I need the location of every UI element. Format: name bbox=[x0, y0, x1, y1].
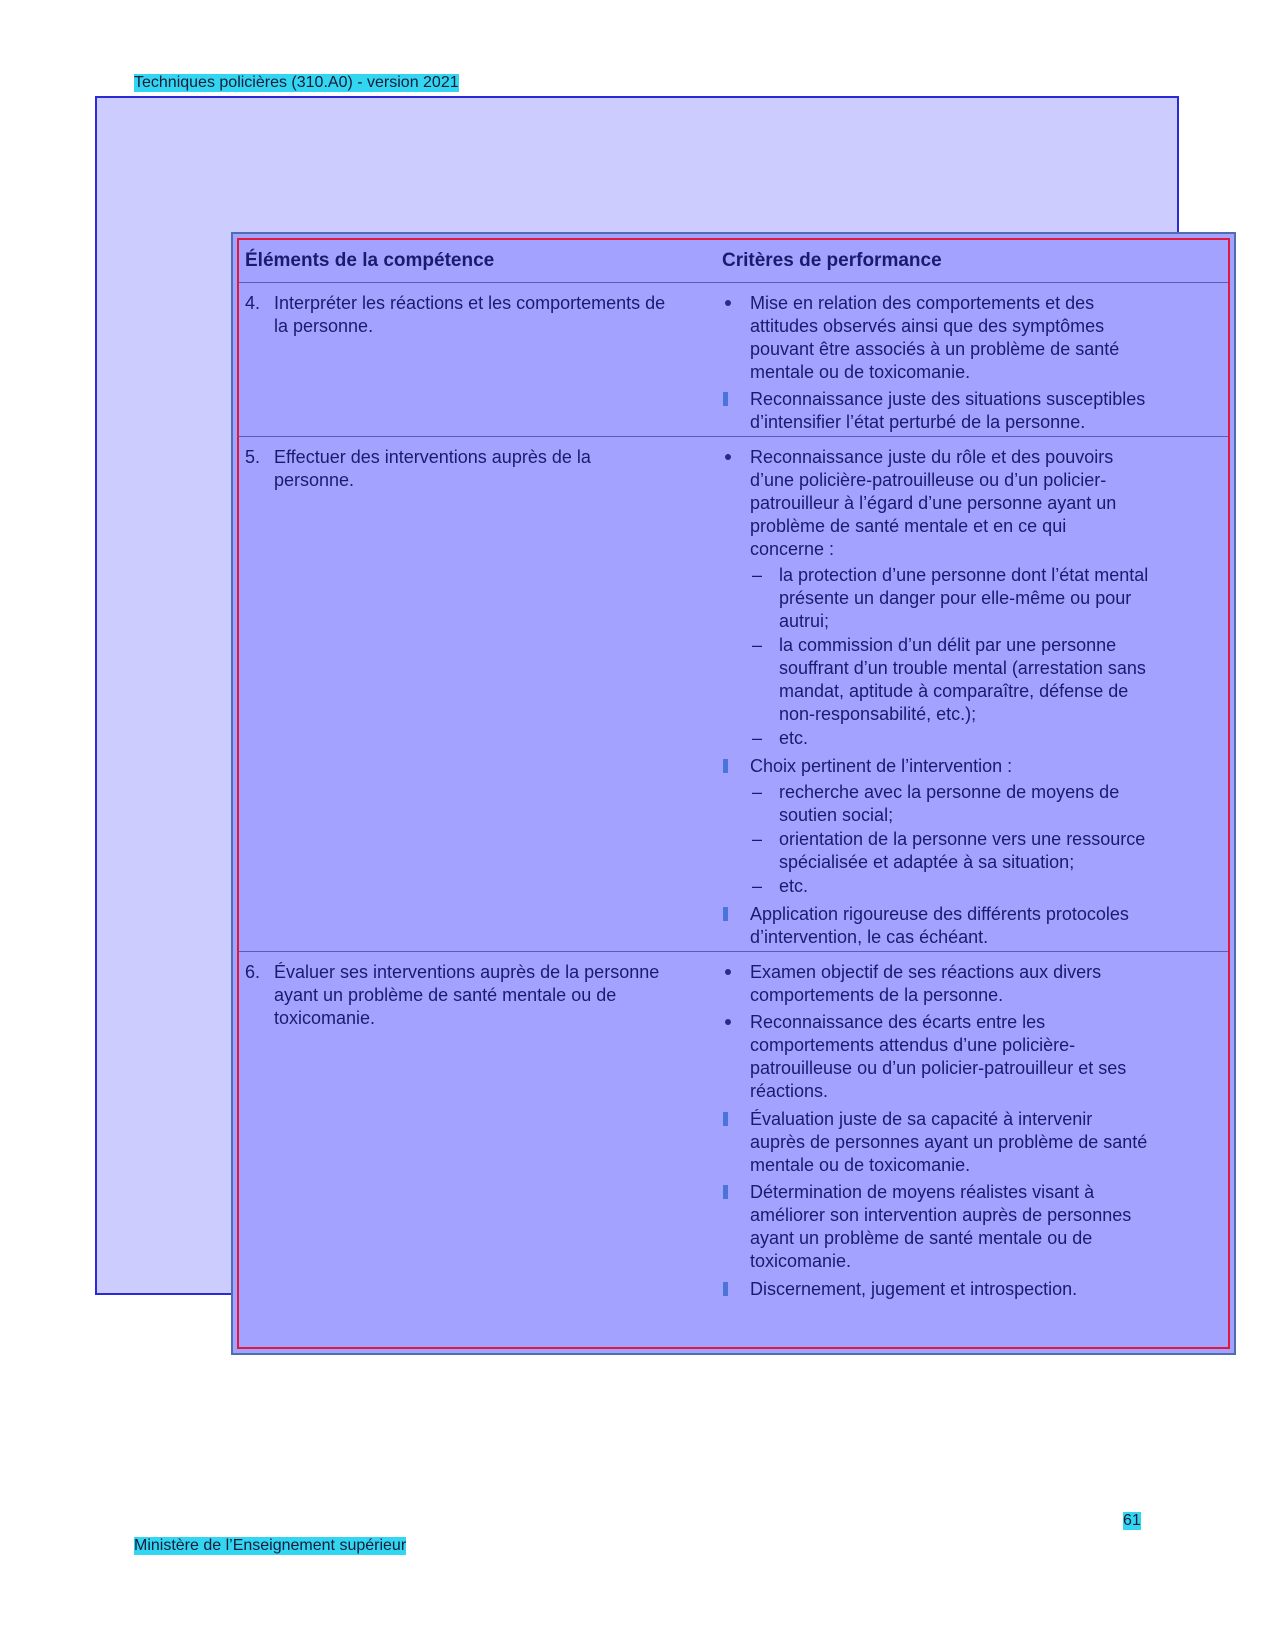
element-text-line: ayant un problème de santé mentale ou de bbox=[274, 985, 617, 1005]
criteria-line: patrouilleur à l’égard d’une personne ayant un bbox=[750, 493, 1117, 513]
criteria-line: Reconnaissance des écarts entre les bbox=[750, 1012, 1046, 1032]
bullet-icon bbox=[723, 907, 728, 921]
dash-marker: – bbox=[752, 635, 763, 655]
element-text-line: Interpréter les réactions et les comportements de bbox=[274, 293, 666, 313]
column-header-criteria: Critères de performance bbox=[722, 250, 942, 271]
dash-marker: – bbox=[752, 728, 763, 748]
bullet-icon bbox=[725, 300, 731, 306]
criteria-line: mentale ou de toxicomanie. bbox=[750, 362, 971, 382]
element-number: 5. bbox=[245, 447, 261, 467]
dash-marker: – bbox=[752, 782, 763, 802]
criteria-line: Évaluation juste de sa capacité à intervenir bbox=[750, 1109, 1093, 1129]
criteria-subline: recherche avec la personne de moyens de bbox=[779, 782, 1120, 802]
page-number: 61 bbox=[1123, 1512, 1141, 1529]
criteria-line: Choix pertinent de l’intervention : bbox=[750, 756, 1013, 776]
criteria-line: concerne : bbox=[750, 539, 835, 559]
criteria-line: toxicomanie. bbox=[750, 1251, 852, 1271]
criteria-subline: etc. bbox=[779, 728, 809, 748]
bullet-icon bbox=[723, 392, 728, 406]
criteria-line: patrouilleuse ou d’un policier-patrouilleur et ses bbox=[750, 1058, 1127, 1078]
table-row bbox=[239, 282, 1228, 437]
criteria-line: réactions. bbox=[750, 1081, 829, 1101]
criteria-subline: etc. bbox=[779, 876, 809, 896]
element-text-line: personne. bbox=[274, 470, 355, 490]
criteria-subline: soutien social; bbox=[779, 805, 894, 825]
dash-marker: – bbox=[752, 565, 763, 585]
criteria-subline: non-responsabilité, etc.); bbox=[779, 704, 977, 724]
competence-table bbox=[231, 232, 1236, 1355]
bullet-icon bbox=[725, 454, 731, 460]
element-text-line: toxicomanie. bbox=[274, 1008, 376, 1028]
dash-marker: – bbox=[752, 876, 763, 896]
column-header-elements: Éléments de la compétence bbox=[245, 250, 495, 271]
criteria-line: comportements attendus d’une policière- bbox=[750, 1035, 1076, 1055]
criteria-line: améliorer son intervention auprès de personnes bbox=[750, 1205, 1132, 1225]
element-number: 6. bbox=[245, 962, 261, 982]
criteria-line: Discernement, jugement et introspection. bbox=[750, 1279, 1078, 1299]
criteria-line: auprès de personnes ayant un problème de santé bbox=[750, 1132, 1148, 1152]
table-row bbox=[239, 951, 1228, 1351]
criteria-line: comportements de la personne. bbox=[750, 985, 1004, 1005]
criteria-line: d’intensifier l’état perturbé de la personne. bbox=[750, 412, 1086, 432]
criteria-subline: la protection d’une personne dont l’état mental bbox=[779, 565, 1149, 585]
page-header: Techniques policières (310.A0) - version 2021 bbox=[134, 74, 459, 91]
content-frame bbox=[95, 96, 1179, 1299]
dash-marker: – bbox=[752, 829, 763, 849]
page-footer: Ministère de l’Enseignement supérieur bbox=[134, 1537, 407, 1554]
bullet-icon bbox=[723, 1282, 728, 1296]
criteria-line: Reconnaissance juste des situations susceptibles bbox=[750, 389, 1146, 409]
criteria-line: Application rigoureuse des différents protocoles bbox=[750, 904, 1129, 924]
criteria-subline: spécialisée et adaptée à sa situation; bbox=[779, 852, 1075, 872]
criteria-line: Mise en relation des comportements et des bbox=[750, 293, 1095, 313]
table-row bbox=[239, 436, 1228, 952]
element-number: 4. bbox=[245, 293, 261, 313]
criteria-line: attitudes observés ainsi que des symptômes bbox=[750, 316, 1105, 336]
criteria-subline: mandat, aptitude à comparaître, défense de bbox=[779, 681, 1129, 701]
bullet-icon bbox=[725, 969, 731, 975]
criteria-line: Examen objectif de ses réactions aux divers bbox=[750, 962, 1102, 982]
criteria-subline: orientation de la personne vers une ressource bbox=[779, 829, 1146, 849]
criteria-line: ayant un problème de santé mentale ou de bbox=[750, 1228, 1093, 1248]
criteria-subline: la commission d’un délit par une personne bbox=[779, 635, 1117, 655]
criteria-line: problème de santé mentale et en ce qui bbox=[750, 516, 1067, 536]
criteria-line: pouvant être associés à un problème de santé bbox=[750, 339, 1120, 359]
bullet-icon bbox=[725, 1019, 731, 1025]
bullet-icon bbox=[723, 759, 728, 773]
criteria-line: d’intervention, le cas échéant. bbox=[750, 927, 989, 947]
criteria-line: Détermination de moyens réalistes visant à bbox=[750, 1182, 1095, 1202]
criteria-line: d’une policière-patrouilleuse ou d’un policier- bbox=[750, 470, 1107, 490]
table-header-row bbox=[239, 240, 1228, 283]
bullet-icon bbox=[723, 1112, 728, 1126]
criteria-subline: présente un danger pour elle-même ou pour bbox=[779, 588, 1132, 608]
criteria-subline: autrui; bbox=[779, 611, 830, 631]
criteria-subline: souffrant d’un trouble mental (arrestation sans bbox=[779, 658, 1146, 678]
competence-table-inner bbox=[237, 238, 1230, 1349]
criteria-line: Reconnaissance juste du rôle et des pouvoirs bbox=[750, 447, 1114, 467]
bullet-icon bbox=[723, 1185, 728, 1199]
element-text-line: Effectuer des interventions auprès de la bbox=[274, 447, 591, 467]
element-text-line: Évaluer ses interventions auprès de la personne bbox=[274, 962, 660, 982]
criteria-line: mentale ou de toxicomanie. bbox=[750, 1155, 971, 1175]
element-text-line: la personne. bbox=[274, 316, 374, 336]
